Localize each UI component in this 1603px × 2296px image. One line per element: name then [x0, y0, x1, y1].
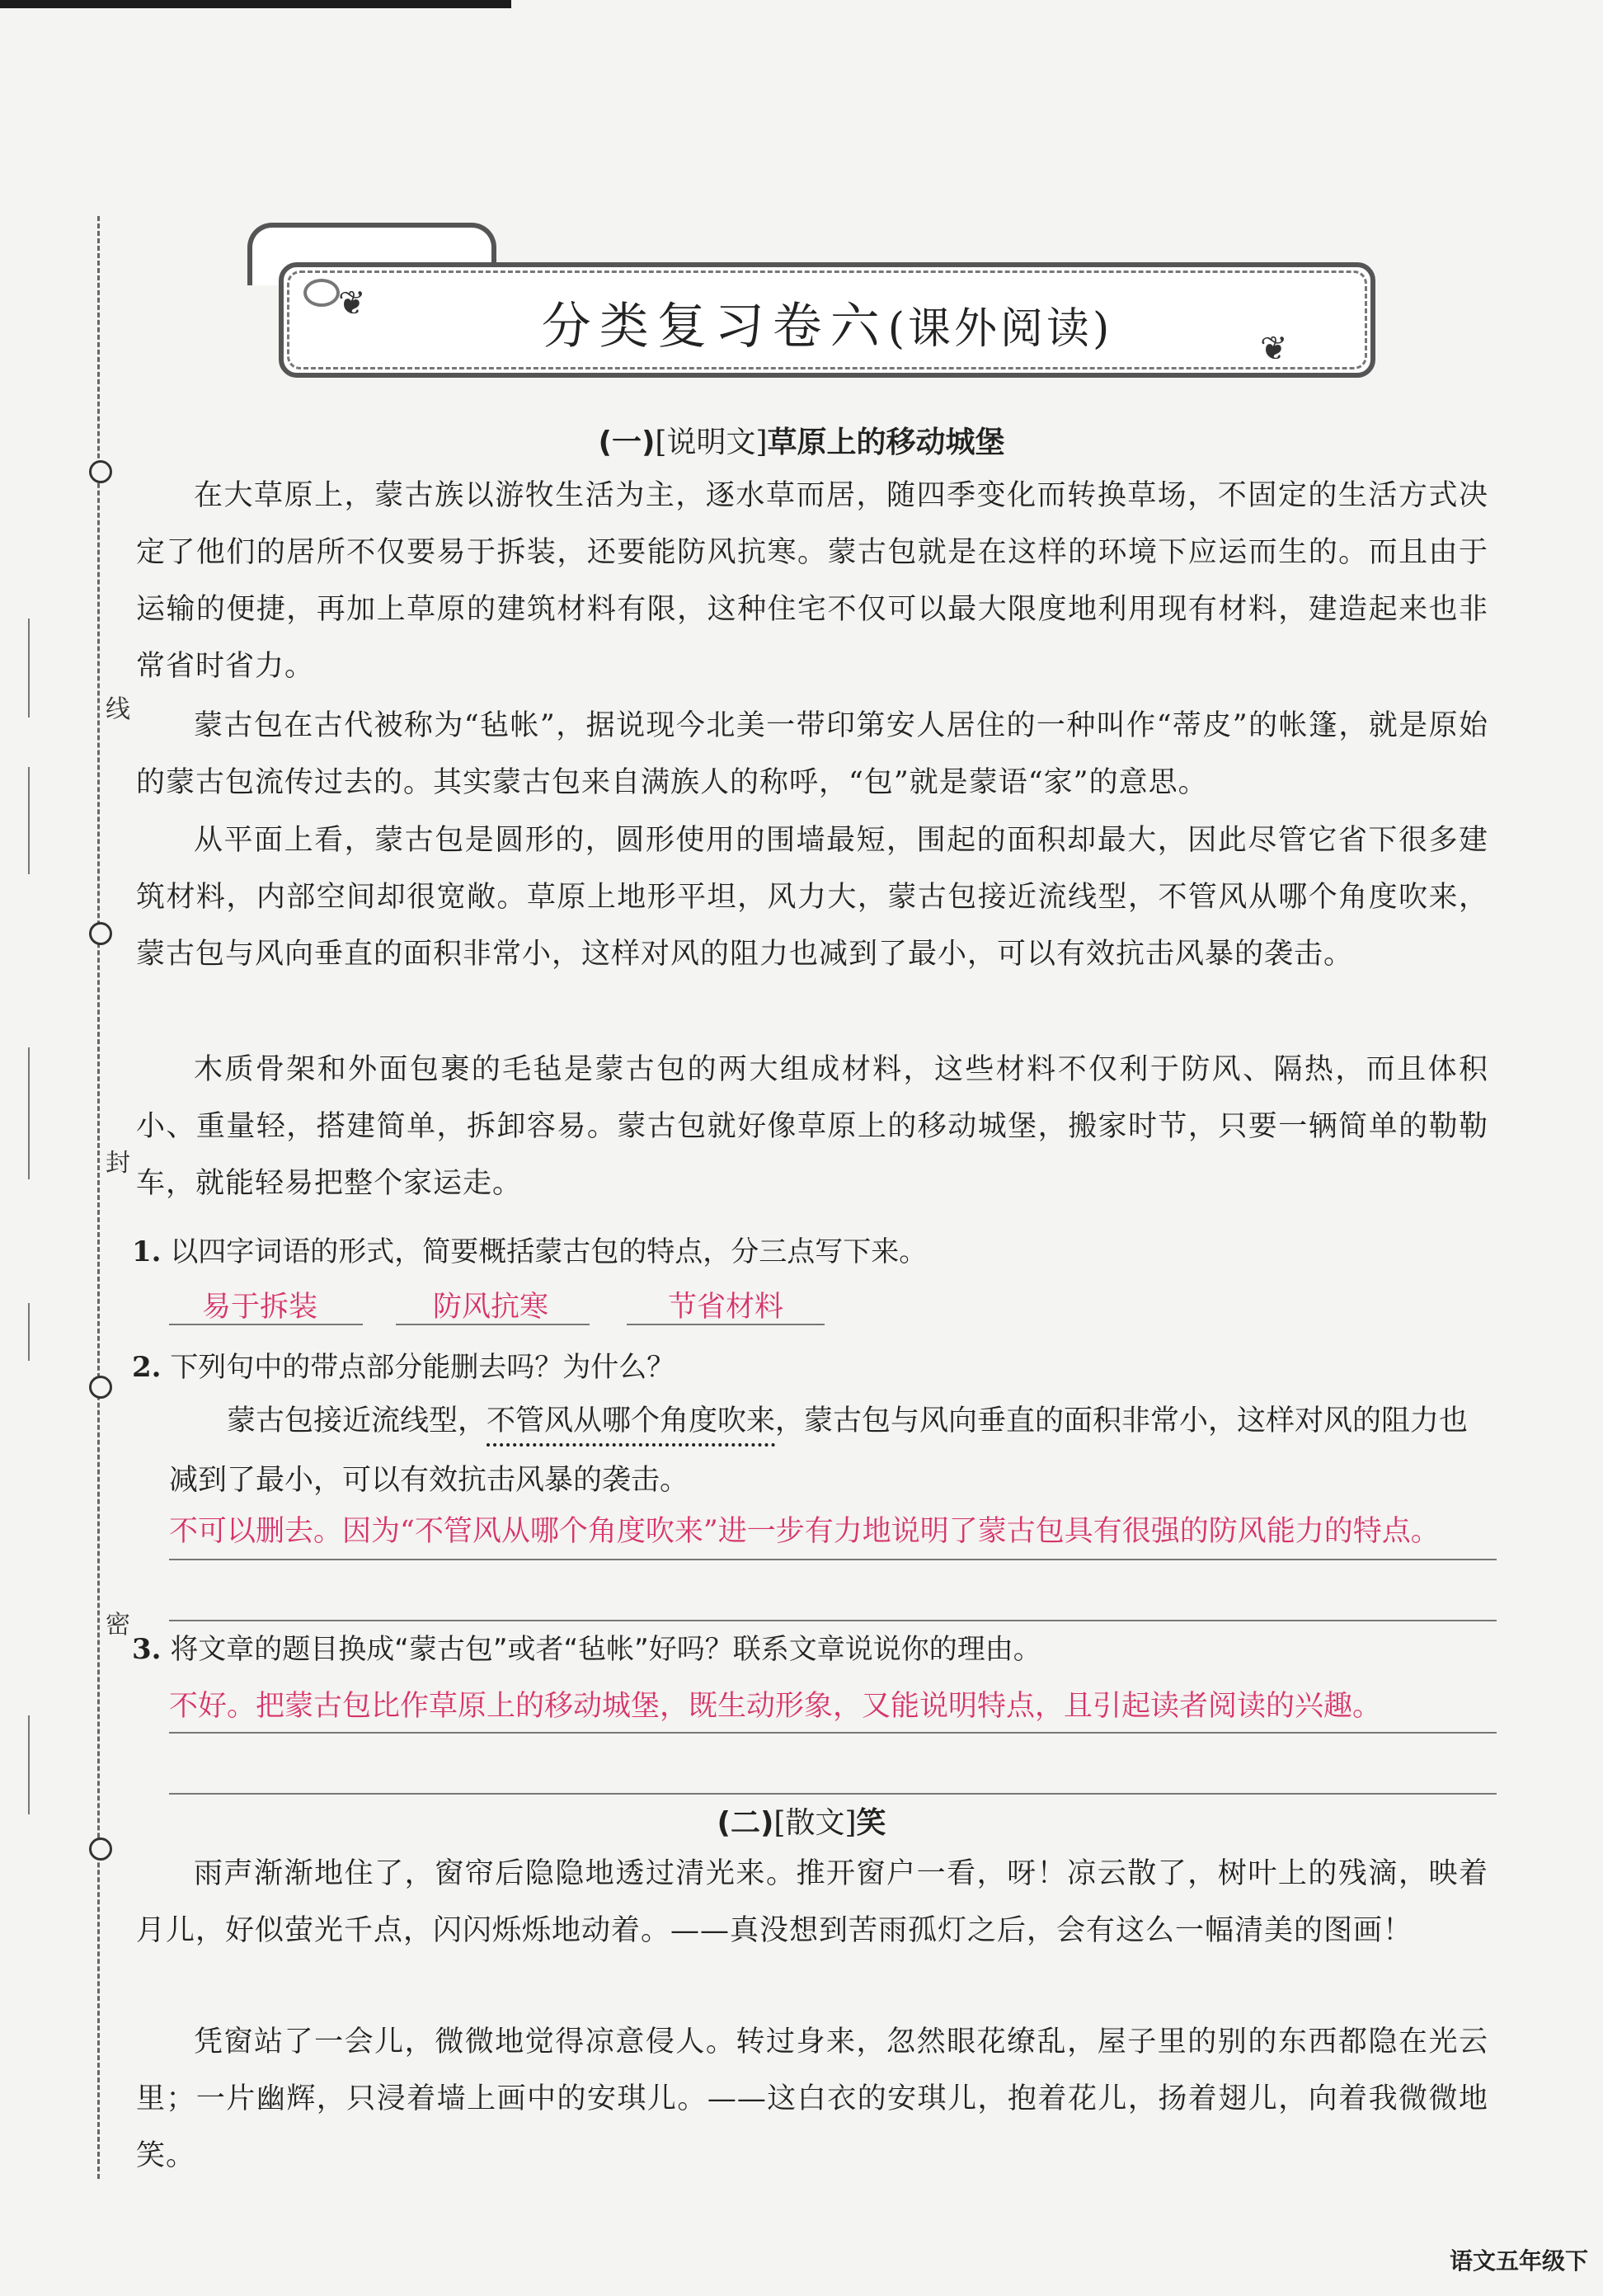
question-number: 3.	[132, 1633, 162, 1666]
title-main: 分类复习卷六	[541, 298, 888, 355]
binding-hole	[89, 922, 112, 945]
section1-tag: [说明文]	[655, 426, 768, 459]
section1-paragraph: 从平面上看，蒙古包是圆形的，圆形使用的围墙最短，围起的面积却最大，因此尽管它省下很多建筑材料，内部空间却很宽敞。草原上地形平坦，风力大，蒙古包接近流线型，不管风从哪个角度吹来，蒙古包与风向垂直的面积非常小，这样对风的阻力也减到了最小，可以有效抗击风暴的袭击。	[136, 824, 1488, 971]
butterfly-icon: ❦	[1260, 330, 1288, 368]
page-title	[279, 287, 1375, 358]
answer-line	[396, 1324, 590, 1325]
answer-1b: 防风抗寒	[433, 1291, 549, 1324]
margin-edge-line	[28, 1047, 30, 1179]
section2-heading	[0, 1800, 1603, 1842]
section2-num: (二)	[717, 1806, 774, 1840]
section1-num: (一)	[598, 426, 656, 459]
section2-paragraph: 雨声渐渐地住了，窗帘后隐隐地透过清光来。推开窗户一看，呀！凉云散了，树叶上的残滴，映着月儿，好似萤光千点，闪闪烁烁地动着。——真没想到苦雨孤灯之后，会有这么一幅清美的图画！	[136, 1857, 1488, 1947]
question-number: 1.	[132, 1235, 162, 1268]
top-edge-line	[0, 0, 511, 8]
answer-line	[169, 1732, 1497, 1734]
answer-line	[627, 1324, 825, 1325]
answer-line	[169, 1793, 1497, 1795]
binding-char-seal: 封	[106, 1149, 130, 1178]
section2-title: 笑	[856, 1806, 886, 1840]
tag-ring-icon	[303, 279, 340, 307]
question-3	[132, 1626, 1501, 1667]
binding-hole	[89, 460, 112, 483]
title-sub: (课外阅读)	[887, 304, 1113, 354]
question-1	[132, 1229, 1501, 1269]
question-2	[132, 1344, 1501, 1385]
butterfly-icon: ❦	[338, 285, 366, 322]
section1-heading	[0, 419, 1603, 461]
section1-paragraph: 木质骨架和外面包裹的毛毡是蒙古包的两大组成材料，这些材料不仅利于防风、隔热，而且体积小、重量轻，搭建简单，拆卸容易。蒙古包就好像草原上的移动城堡，搬家时节，只要一辆简单的勒勒车，就能轻易把整个家运走。	[136, 1053, 1488, 1200]
margin-edge-line	[28, 767, 30, 874]
question-number: 2.	[132, 1351, 162, 1384]
quote-post: ，蒙古包与风向垂直的面积非常小，这样对风的阻力也减到了最小，可以有效抗击风暴的袭击。	[169, 1404, 1469, 1497]
margin-edge-line	[28, 619, 30, 718]
section2-paragraph: 凭窗站了一会儿，微微地觉得凉意侵人。转过身来，忽然眼花缭乱，屋子里的别的东西都隐在光云里；一片幽辉，只浸着墙上画中的安琪儿。——这白衣的安琪儿，抱着花儿，扬着翅儿，向着我微微地笑。	[136, 2025, 1488, 2172]
binding-dashed-line	[97, 216, 101, 2179]
title-banner	[279, 262, 1375, 378]
answer-1a: 易于拆装	[202, 1291, 318, 1324]
question-text: 将文章的题目换成“蒙古包”或者“毡帐”好吗？联系文章说说你的理由。	[170, 1633, 1041, 1666]
question-3-answer: 不好。把蒙古包比作草原上的移动城堡，既生动形象，又能说明特点，且引起读者阅读的兴趣。	[169, 1690, 1382, 1723]
answer-1c: 节省材料	[668, 1291, 784, 1324]
question-text: 下列句中的带点部分能删去吗？为什么？	[170, 1351, 675, 1384]
binding-char-secret: 密	[106, 1611, 130, 1640]
section1-paragraph: 蒙古包在古代被称为“毡帐”，据说现今北美一带印第安人居住的一种叫作“蒂皮”的帐篷，就是原始的蒙古包流传过去的。其实蒙古包来自满族人的称呼，“包”就是蒙语“家”的意思。	[136, 709, 1488, 799]
answer-line	[169, 1620, 1497, 1621]
margin-edge-line	[28, 1303, 30, 1361]
section2-tag: [散文]	[773, 1806, 857, 1840]
binding-hole	[89, 1376, 112, 1399]
quote-pre: 蒙古包接近流线型，	[227, 1404, 487, 1437]
answer-line	[169, 1559, 1497, 1560]
quote-dotted: 不管风从哪个角度吹来	[487, 1404, 776, 1437]
section1-paragraph: 在大草原上，蒙古族以游牧生活为主，逐水草而居，随四季变化而转换草场，不固定的生活方式决定了他们的居所不仅要易于拆装，还要能防风抗寒。蒙古包就是在这样的环境下应运而生的。而且由于运输的便捷，再加上草原的建筑材料有限，这种住宅不仅可以最大限度地利用现有材料，建造起来也非常省时省力。	[136, 479, 1488, 683]
section1-title: 草原上的移动城堡	[767, 426, 1005, 459]
question-2-quote	[169, 1391, 1488, 1510]
footer-label: 语文五年级下	[1449, 2247, 1588, 2275]
binding-char-line: 线	[106, 695, 130, 724]
question-2-answer: 不可以删去。因为“不管风从哪个角度吹来”进一步有力地说明了蒙古包具有很强的防风能力的特点。	[169, 1515, 1440, 1548]
answer-line	[169, 1324, 363, 1325]
question-text: 以四字词语的形式，简要概括蒙古包的特点，分三点写下来。	[170, 1235, 928, 1268]
